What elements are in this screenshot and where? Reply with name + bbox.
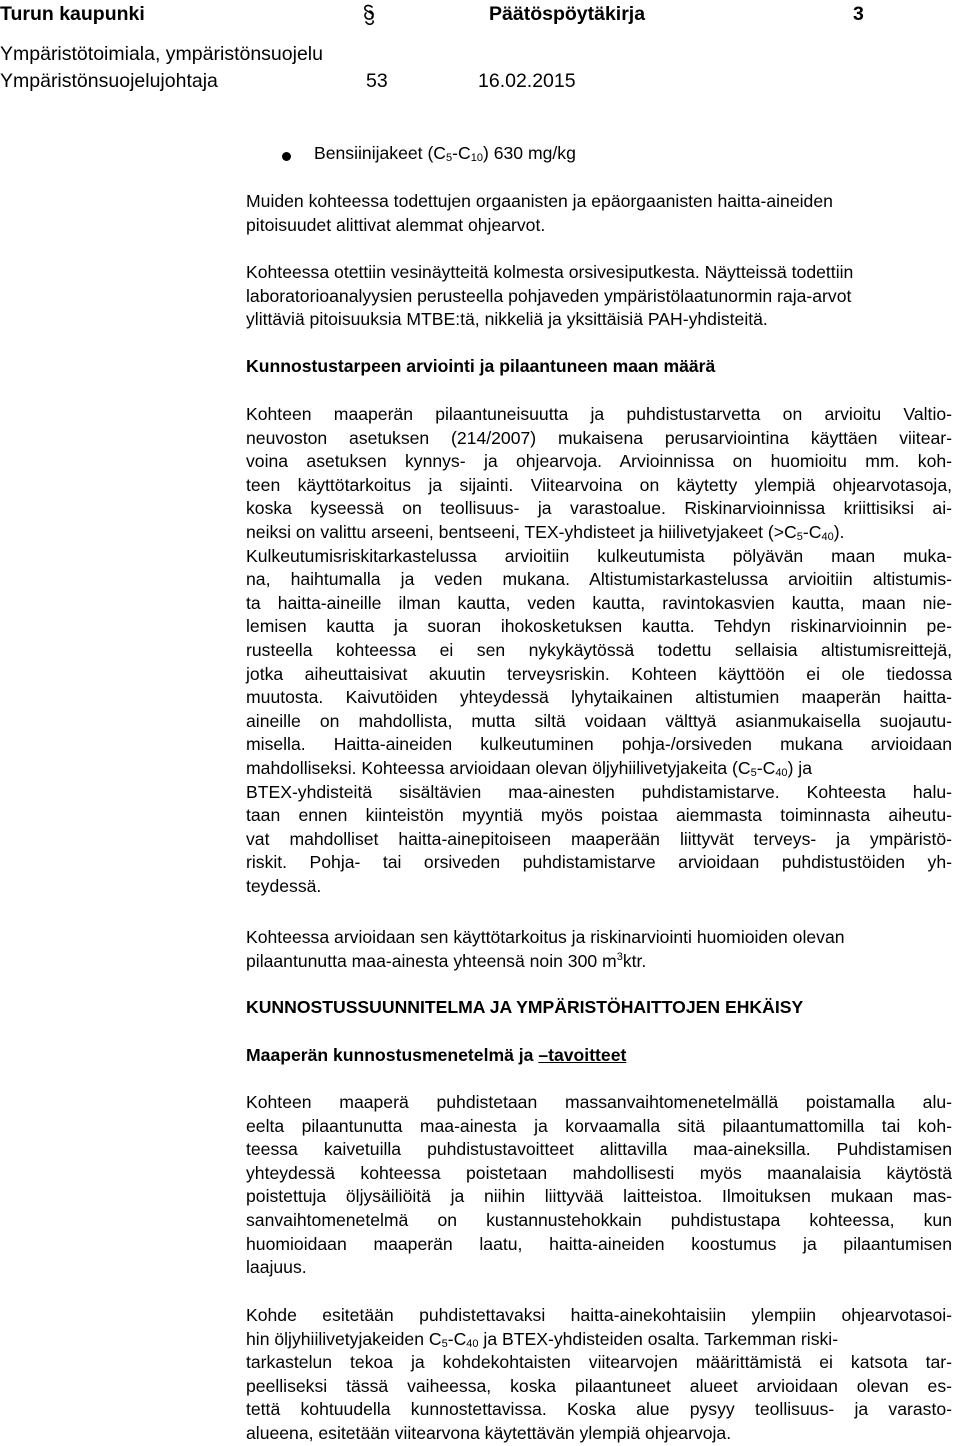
- document-type: Päätöspöytäkirja: [489, 3, 646, 25]
- paragraph-other-contaminants: Muiden kohteessa todettujen orgaanisten ja epäorgaanisten haitta-aineiden pitoisuudet alittivat alemmat ohjearvot.: [246, 191, 833, 235]
- city-name: Turun kaupunki: [0, 3, 145, 25]
- paragraph-risk-assessment: Kohteen maaperän pilaantuneisuutta ja puhdistustarvetta on arvioitu Valtio- neuvoston asetuksen (214/2007) mukaisena perusarviointina käyttäen viitear- voina asetuksen kynnys- ja ohjearvoja. Arvioinnissa on huomioitu mm. koh- teen käyttötarkoitus ja sijainti. Viitearvoina on käytetty ylempiä ohjearvotasoja, koska kyseessä on teollisuus- ja varastoalue. Riskinarvioinnissa kriittisiksi ai- neiksi on valittu arseeni, bentseeni, TEX-yhdisteet ja hiilivetyjakeet $(>C_5-C_{40})$. Kulkeutumisriskitarkastelussa arvioitiin kulkeutumista pölyävän maan muka- na, haihtumalla ja veden mukana. Altistumistarkastelussa arvioitiin altistumis- ta haitta-aineille ilman kautta, veden kautta, ravintokasvien kautta, maan nie- lemisen kautta ja suoran ihokosketuksen kautta. Tehdyn riskinarvioinnin pe- rusteella kohteessa ei sen nykykäytössä todettu sellaisia altistumisreittejä, jotka aiheuttaisivat akuutin terveysriskin. Kohteen käyttöön ei ole tiedossa muutosta. Kaivutöiden yhteydessä lyhytaikainen altistumien maaperän haitta- aineille on mahdollista, mutta siltä voidaan välttyä asianmukaisella suojautu- misella. Haitta-aineiden kulkeutuminen pohja-/orsiveden mukana arvioidaan mahdolliseksi. Kohteessa arvioidaan olevan öljyhiilivetyjakeita $(C_5-C_{40})$ ja BTEX-yhdisteitä sisältävien maa-ainesten puhdistamistarve. Kohteesta halu- taan ennen kiinteistön myyntiä myös poistaa aiemmasta toiminnasta aiheutu- vat mahdolliset haitta-ainepitoiseen maaperään liittyvät terveys- ja ympäristö- riskit. Pohja- tai orsiveden puhdistamistarve arvioidaan puhdistustöiden yh- teydessä.: [246, 404, 952, 896]
- bullet-dot-icon: [282, 152, 291, 161]
- department: Ympäristötoimiala, ympäristönsuojelu: [0, 43, 323, 65]
- paragraph-cleanup-targets: Kohde esitetään puhdistettavaksi haitta-ainekohtaisiin ylempiin ohjearvotasoi- hin öljyhiilivetyjakeiden $C_5-C_{40}$ ja BTEX-yhdisteiden osalta. Tarkemman riski- tarkastelun tekoa ja kohdekohtaisten viitearvojen määrittämistä ei katsota tar- peelliseksi tässä vaiheessa, koska pilaantuneet alueet arvioidaan olevan es- tettä kohtuudella kunnostettavissa. Koska alue pysyy teollisuus- ja varasto- alueena, esitetään viitearvona käytettävän ylempiä ohjearvoja.: [246, 1305, 952, 1443]
- bullet-item-gasoline-fractions: Bensiinijakeet $(C_5-C_{10})$ 630 mg/kg: [314, 143, 576, 164]
- paragraph-contaminated-volume: Kohteessa arvioidaan sen käyttötarkoitus ja riskinarviointi huomioiden olevan pilaantunutta maa-ainesta yhteensä noin 300 $m^3ktr$.: [246, 927, 845, 971]
- heading-remediation-method: Maaperän kunnostusmenetelmä ja –tavoitteet: [246, 1045, 627, 1065]
- decision-maker: Ympäristönsuojelujohtaja: [0, 70, 218, 92]
- paragraph-water-samples: Kohteessa otettiin vesinäytteitä kolmesta orsivesiputkesta. Näytteissä todettiin laboratorioanalyysien perusteella pohjaveden ympäristölaatunormin raja-arvot ylittäviä pitoisuuksia MTBE:tä, nikkeliä ja yksittäisiä PAH-yhdisteitä.: [246, 262, 854, 330]
- heading-remediation-need: Kunnostustarpeen arviointi ja pilaantuneen maan määrä: [246, 356, 716, 376]
- meeting-date: 16.02.2015: [478, 70, 576, 92]
- page-number: 3: [853, 3, 864, 25]
- paragraph-mass-exchange-method: Kohteen maaperä puhdistetaan massanvaihtomenetelmällä poistamalla alu- eelta pilaantunutta maa-ainesta ja korvaamalla sitä pilaantumattomilla tai koh- teessa kaivetuilla puhdistustavoitteet alittavilla maa-aineksilla. Puhdistamisen yhteydessä kohteessa poistetaan mahdollisesti myös maanalaisia käytöstä poistettuja öljysäiliöitä ja niihin liittyvää laitteistoa. Ilmoituksen mukaan mas- sanvaihtomenetelmä on kustannustehokkain puhdistustapa kohteessa, kun huomioidaan maaperän laatu, haitta-aineiden koostumus ja pilaantumisen laajuus.: [246, 1092, 952, 1278]
- section-number: 53: [366, 70, 388, 92]
- heading-remediation-plan: KUNNOSTUSSUUNNITELMA JA YMPÄRISTÖHAITTOJEN EHKÄISY: [246, 997, 804, 1017]
- paraph-icon: [362, 4, 376, 26]
